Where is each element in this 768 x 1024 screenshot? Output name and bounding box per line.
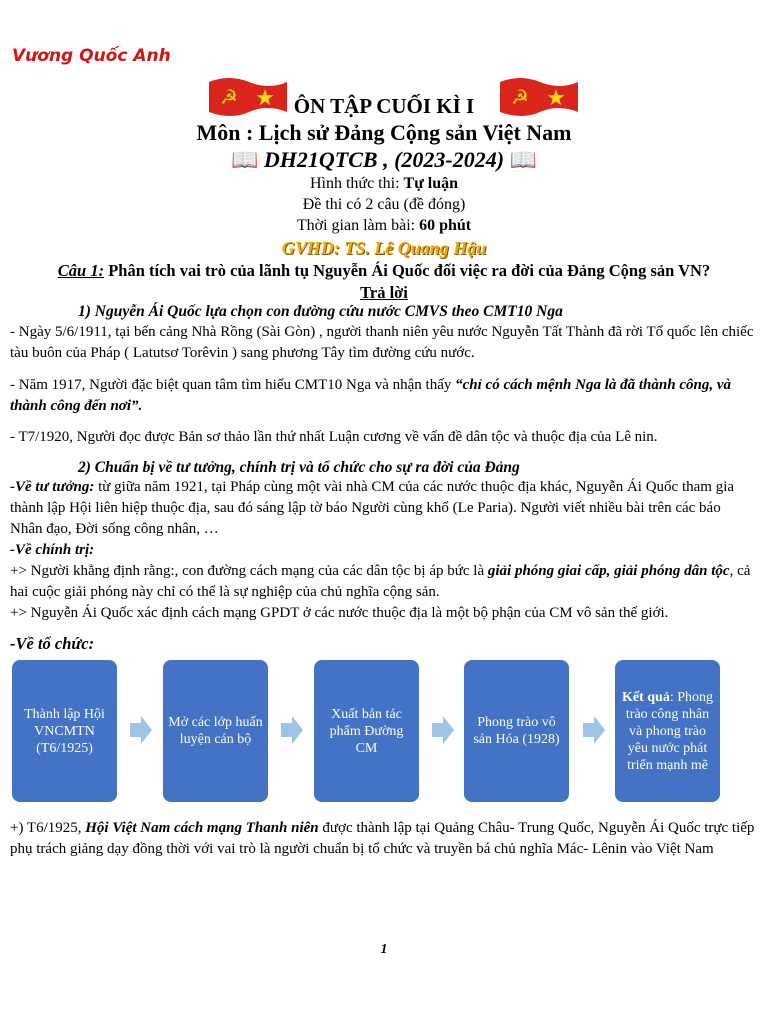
- section-1-paragraph-1: - Ngày 5/6/1911, tại bến cảng Nhà Rồng (Sài Gòn) , người thanh niên yêu nước Nguyễn Tất Thành đã rời Tổ quốc lên chiếc tàu buôn của Pháp ( Latutsơ Torêvin ) sang phương Tây tìm đường cứu nước.: [10, 324, 754, 361]
- class-year: DH21QTCB , (2023-2024): [263, 147, 505, 172]
- arrow-right-icon: [432, 714, 454, 746]
- chinh-tri-label: -Về chính trị:: [10, 542, 95, 558]
- question-1: [0, 261, 768, 281]
- subject-title: Môn : Lịch sử Đảng Cộng sản Việt Nam: [196, 120, 572, 145]
- star-symbol: ★: [255, 86, 275, 111]
- instructor-name: GVHD: TS. Lê Quang Hậu: [281, 238, 487, 258]
- section-1-paragraph-2: - Năm 1917, Người đặc biệt quan tâm tìm hiểu CMT10 Nga và nhận thấy “chỉ có cách mệnh Nga là đã thành công, và thành công đến nơi”.: [10, 377, 731, 414]
- hammer-sickle-symbol: ☭: [511, 85, 529, 109]
- class-year-line: [0, 147, 768, 173]
- arrow-right-icon: [130, 714, 152, 746]
- result-label: Kết quả: [621, 689, 670, 705]
- section-1-heading: 1) Nguyễn Ái Quốc lựa chọn con đường cứu nước CMVS theo CMT10 Nga: [78, 303, 563, 320]
- exam-time: Thời gian làm bài: 60 phút: [296, 217, 472, 234]
- exam-count: Đề thi có 2 câu (đề đóng): [302, 196, 466, 213]
- final-paragraph: +) T6/1925, Hội Việt Nam cách mạng Thanh niên được thành lập tại Quảng Châu- Trung Quốc, Nguyễn Ái Quốc trực tiếp phụ trách giảng dạy đồng thời với vai trò là người chuẩn bị tổ chức và truyền bá chủ nghĩa Mác- Lênin vào Việt Nam: [10, 820, 755, 857]
- flow-step-3: Xuất bản tác phẩm Đường CM: [314, 660, 419, 802]
- question-text: Phân tích vai trò của lãnh tụ Nguyễn Ái Quốc đối việc ra đời của Đảng Cộng sản VN?: [104, 261, 711, 280]
- chinh-tri-point-1: +> Người khẳng định rằng:, con đường cách mạng của các dân tộc bị áp bức là giải phóng giai cấp, giải phóng dân tộc, cả hai cuộc giải phóng này chỉ có thể là sự nghiệp của chủ nghĩa cộng sản.: [10, 563, 751, 600]
- arrow-right-icon: [583, 714, 605, 746]
- star-symbol: ★: [546, 86, 566, 111]
- question-label: Câu 1:: [57, 261, 105, 280]
- tu-tuong-paragraph: -Về tư tưởng: từ giữa năm 1921, tại Pháp cùng một vài nhà CM của các nước thuộc địa khác, Nguyễn Ái Quốc tham gia thành lập Hội liên hiệp thuộc địa, sau đó sáng lập tờ báo Người cùng khổ (Le Paria). Người viết nhiều bài trên các báo Nhân đạo, Đời sống công nhân, …: [10, 479, 735, 537]
- tu-tuong-label: -Về tư tưởng:: [10, 479, 95, 495]
- flow-result: [615, 660, 720, 802]
- page-number: 1: [380, 942, 388, 957]
- author-name: Vương Quốc Anh: [12, 46, 171, 66]
- to-chuc-label: -Về tổ chức:: [10, 634, 95, 653]
- hammer-sickle-symbol: ☭: [220, 85, 238, 109]
- section-1-paragraph-3: - T7/1920, Người đọc được Bản sơ thảo lần thứ nhất Luận cương về vấn đề dân tộc và thuộc địa của Lê nin.: [10, 429, 658, 445]
- flow-step-1: Thành lập Hội VNCMTN (T6/1925): [12, 660, 117, 802]
- book-icon: 📖: [509, 147, 537, 172]
- page-title: ÔN TẬP CUỐI KÌ I: [293, 94, 475, 118]
- section-2-heading: 2) Chuẩn bị về tư tưởng, chính trị và tổ chức cho sự ra đời của Đảng: [78, 459, 520, 476]
- arrow-right-icon: [281, 714, 303, 746]
- flow-step-2: Mở các lớp huấn luyện cán bộ: [163, 660, 268, 802]
- lenin-quote: “chỉ có cách mệnh Nga là đã thành công, và thành công đến nơi”.: [10, 377, 731, 414]
- answer-label: Trả lời: [360, 283, 408, 302]
- result-text: : Phong trào công nhân và phong trào yêu nước phát triển mạnh mẽ: [625, 689, 714, 773]
- exam-format: Hình thức thi: Tự luận: [309, 175, 459, 192]
- book-icon: 📖: [231, 147, 259, 172]
- flow-step-4: Phong trào vô sản Hóa (1928): [464, 660, 569, 802]
- chinh-tri-point-2: +> Nguyễn Ái Quốc xác định cách mạng GPDT ở các nước thuộc địa là một bộ phận của CM vô sản thế giới.: [10, 605, 669, 621]
